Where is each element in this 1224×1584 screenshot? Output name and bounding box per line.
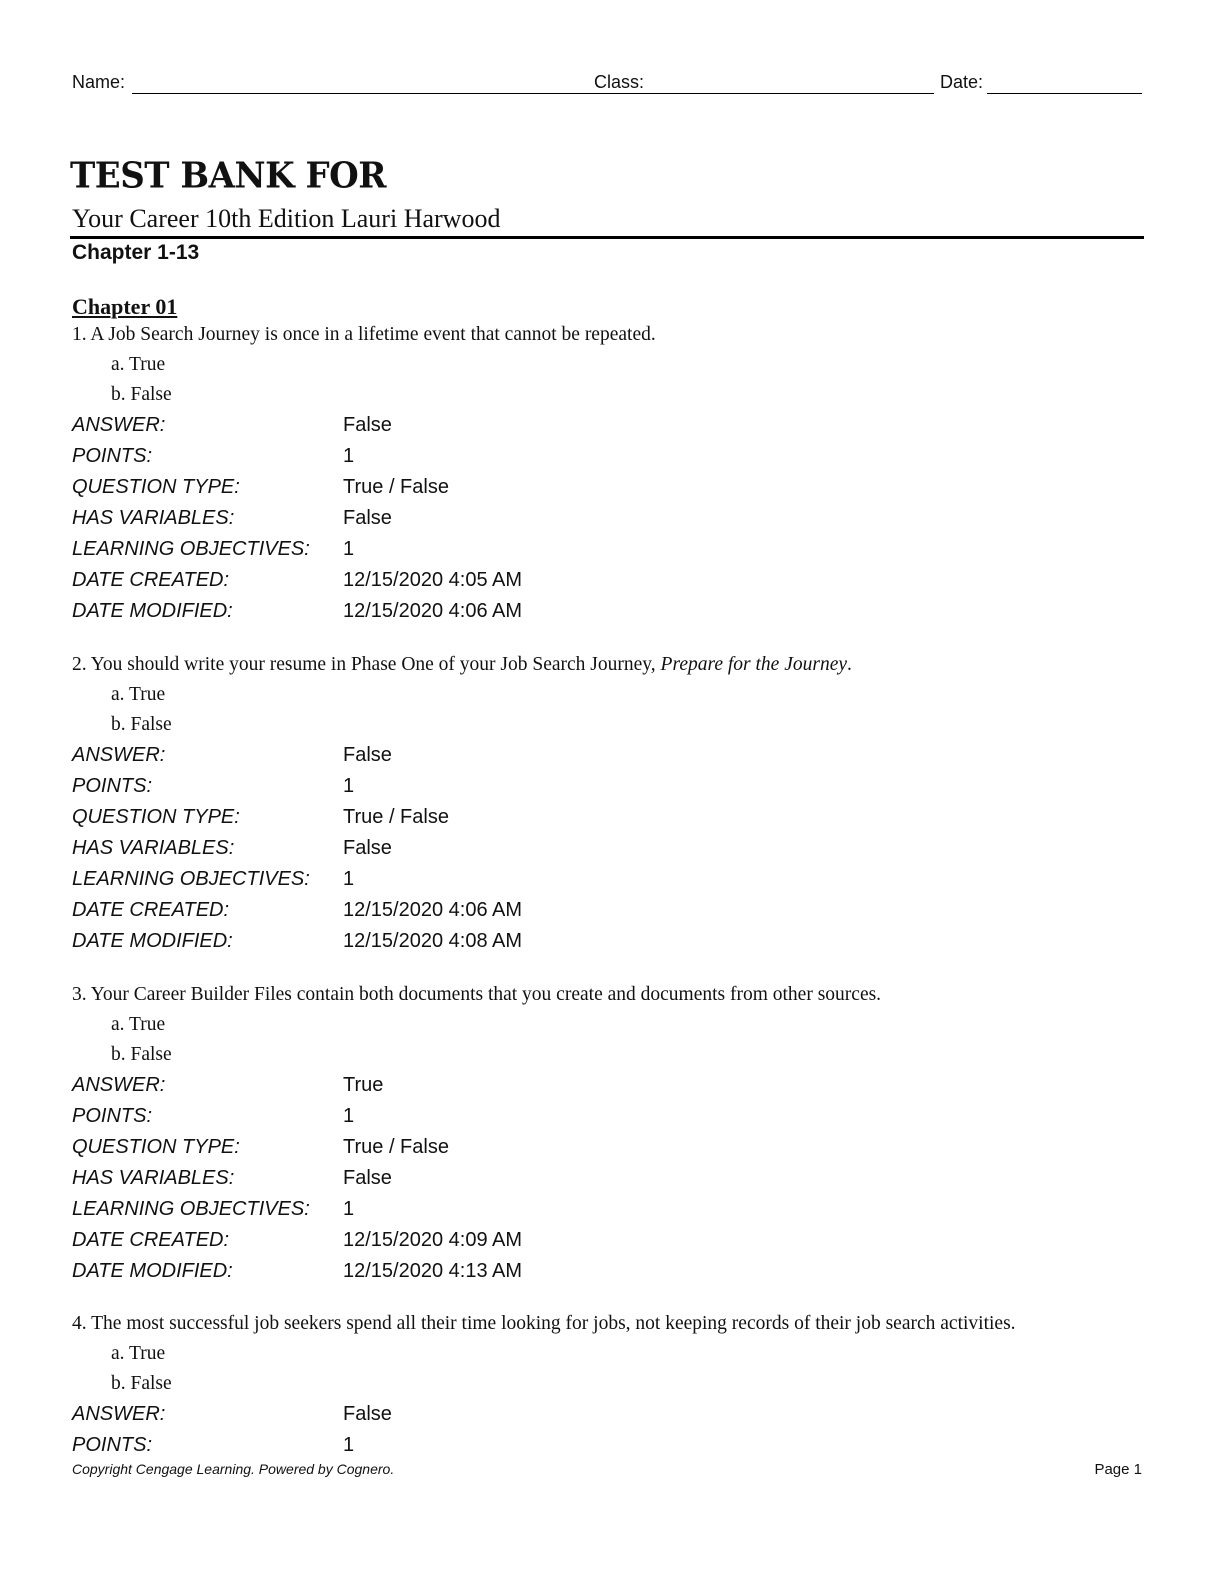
meta-value: 1 xyxy=(343,775,355,797)
chapter-range: Chapter 1-13 xyxy=(72,241,200,264)
question-text: 1. A Job Search Journey is once in a lifetime event that cannot be repeated. xyxy=(72,324,656,345)
meta-label: QUESTION TYPE: xyxy=(72,476,240,498)
question-text-italic: Prepare for the Journey xyxy=(660,654,848,675)
meta-value: 1 xyxy=(343,445,355,467)
name-label: Name: xyxy=(72,72,126,92)
question-1 xyxy=(72,323,1152,630)
meta-value: True / False xyxy=(343,476,449,498)
meta-label: LEARNING OBJECTIVES: xyxy=(72,1198,310,1220)
meta-points xyxy=(72,444,1152,475)
option-b: b. False xyxy=(111,714,172,735)
meta-value: False xyxy=(343,1167,392,1189)
meta-label: HAS VARIABLES: xyxy=(72,837,235,859)
meta-question-type xyxy=(72,805,1152,836)
meta-answer xyxy=(72,1402,1152,1433)
document-subtitle: Your Career 10th Edition Lauri Harwood xyxy=(72,204,501,233)
meta-has-variables xyxy=(72,1166,1152,1197)
option-a: a. True xyxy=(111,1014,166,1035)
meta-label: POINTS: xyxy=(72,1105,153,1127)
meta-value: 12/15/2020 4:09 AM xyxy=(343,1229,523,1251)
question-text: 4. The most successful job seekers spend all their time looking for jobs, not keeping records of their job search activities. xyxy=(72,1313,1016,1334)
meta-value: 12/15/2020 4:08 AM xyxy=(343,930,523,952)
meta-has-variables xyxy=(72,836,1152,867)
meta-label: LEARNING OBJECTIVES: xyxy=(72,538,310,560)
meta-value: 1 xyxy=(343,868,355,890)
meta-value: False xyxy=(343,507,392,529)
meta-value: False xyxy=(343,744,392,766)
question-text: 3. Your Career Builder Files contain both documents that you create and documents from other sources. xyxy=(72,984,882,1005)
meta-answer xyxy=(72,743,1152,774)
meta-value: 12/15/2020 4:05 AM xyxy=(343,569,523,591)
meta-value: True / False xyxy=(343,806,449,828)
question-text-part: . xyxy=(847,654,852,675)
meta-label: DATE CREATED: xyxy=(72,569,230,591)
option-a: a. True xyxy=(111,684,166,705)
meta-value: True xyxy=(343,1074,384,1096)
meta-label: ANSWER: xyxy=(72,414,166,436)
meta-value: True / False xyxy=(343,1136,449,1158)
meta-answer xyxy=(72,413,1152,444)
meta-label: POINTS: xyxy=(72,775,153,797)
meta-question-type xyxy=(72,1135,1152,1166)
meta-label: HAS VARIABLES: xyxy=(72,1167,235,1189)
meta-date-created xyxy=(72,568,1152,599)
meta-date-created xyxy=(72,1228,1152,1259)
meta-date-created xyxy=(72,898,1152,929)
chapter-heading: Chapter 01 xyxy=(72,294,178,319)
meta-label: POINTS: xyxy=(72,1434,153,1456)
student-info-header xyxy=(72,72,1142,98)
title-divider xyxy=(70,236,1144,239)
meta-label: DATE CREATED: xyxy=(72,1229,230,1251)
meta-label: DATE MODIFIED: xyxy=(72,930,233,952)
meta-has-variables xyxy=(72,506,1152,537)
meta-label: QUESTION TYPE: xyxy=(72,806,240,828)
question-4 xyxy=(72,1312,1152,1464)
class-label: Class: xyxy=(594,72,645,92)
meta-value: False xyxy=(343,414,392,436)
question-2 xyxy=(72,653,1152,960)
copyright-text: Copyright Cengage Learning. Powered by Cognero. xyxy=(72,1461,395,1477)
date-blank xyxy=(987,93,1142,94)
meta-label: ANSWER: xyxy=(72,1403,166,1425)
class-blank xyxy=(650,93,934,94)
meta-points xyxy=(72,1433,1152,1464)
option-b: b. False xyxy=(111,1373,172,1394)
meta-value: 12/15/2020 4:13 AM xyxy=(343,1260,523,1282)
meta-answer xyxy=(72,1073,1152,1104)
option-b: b. False xyxy=(111,1044,172,1065)
meta-label: LEARNING OBJECTIVES: xyxy=(72,868,310,890)
meta-label: ANSWER: xyxy=(72,744,166,766)
question-text xyxy=(72,653,1152,683)
meta-value: 1 xyxy=(343,1198,355,1220)
name-blank xyxy=(132,93,660,94)
meta-label: POINTS: xyxy=(72,445,153,467)
meta-points xyxy=(72,774,1152,805)
meta-value: 1 xyxy=(343,1434,355,1456)
meta-learning-objectives xyxy=(72,867,1152,898)
option-a: a. True xyxy=(111,1343,166,1364)
meta-label: HAS VARIABLES: xyxy=(72,507,235,529)
meta-label: DATE CREATED: xyxy=(72,899,230,921)
meta-value: False xyxy=(343,837,392,859)
date-label: Date: xyxy=(940,72,984,92)
meta-date-modified xyxy=(72,1259,1152,1290)
question-text-part: 2. You should write your resume in Phase One of your Job Search Journey, xyxy=(72,654,661,675)
option-a: a. True xyxy=(111,354,166,375)
meta-value: 1 xyxy=(343,538,355,560)
question-3 xyxy=(72,983,1152,1290)
meta-value: 12/15/2020 4:06 AM xyxy=(343,600,523,622)
meta-label: QUESTION TYPE: xyxy=(72,1136,240,1158)
meta-learning-objectives xyxy=(72,537,1152,568)
meta-value: False xyxy=(343,1403,392,1425)
meta-date-modified xyxy=(72,929,1152,960)
meta-date-modified xyxy=(72,599,1152,630)
page-number: Page 1 xyxy=(1094,1461,1142,1478)
meta-label: DATE MODIFIED: xyxy=(72,1260,233,1282)
page-footer xyxy=(72,1461,1142,1481)
meta-learning-objectives xyxy=(72,1197,1152,1228)
meta-value: 12/15/2020 4:06 AM xyxy=(343,899,523,921)
option-b: b. False xyxy=(111,384,172,405)
meta-label: DATE MODIFIED: xyxy=(72,600,233,622)
meta-label: ANSWER: xyxy=(72,1074,166,1096)
meta-points xyxy=(72,1104,1152,1135)
document-title: TEST BANK FOR xyxy=(70,155,387,197)
meta-value: 1 xyxy=(343,1105,355,1127)
meta-question-type xyxy=(72,475,1152,506)
